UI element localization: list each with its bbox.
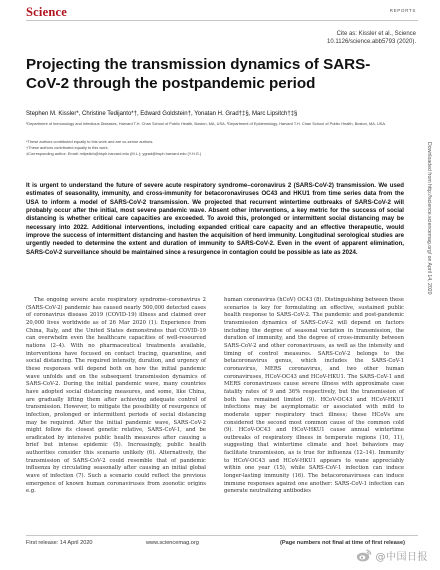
- abstract: It is urgent to understand the future of severe acute respiratory syndrome–coronavirus 2 (SARS-CoV-2) transmission. We used estimates of seasonality, immunity, and cross-immunity for betacoronaviruses OC43 and HKU1 from time series data from the USA to inform a model of SARS-CoV-2 transmission. We projected that recurrent wintertime outbreaks of SARS-CoV-2 will probably occur after the initial, most severe pandemic wave. Absent other interventions, a key metric for the success of social distancing is whether critical care capacities are exceeded. To avoid this, prolonged or intermittent social distancing may be necessary into 2022. Additional interventions, including expanded critical care capacity and an effective therapeutic, would improve the success of intermittent distancing and hasten the acquisition of herd immunity. Longitudinal serological studies are urgently needed to determine the extent and duration of immunity to SARS-CoV-2. Even in the event of apparent elimination, SARS-CoV-2 surveillance should be maintained since a resurgence in contagion could be possible as late as 2024.: [26, 182, 404, 256]
- affiliations: ¹Department of Immunology and Infectious Diseases, Harvard T.H. Chan School of Public Health, Boston, MA, USA. ²Department of Epidemiology, Harvard T.H. Chan School of Public Health, Boston, MA, USA.: [26, 121, 387, 126]
- journal-logo[interactable]: Science: [26, 5, 67, 19]
- corresponding-author-note[interactable]: ‡Corresponding author. Email: mlipsitch@hsph.harvard.edu (M.L.); ygrad@hsph.harvard.edu (Y.H.G.): [26, 151, 202, 156]
- body-column-right: [224, 297, 404, 496]
- author-note: *These authors contributed equally to this work and are co-senior authors.: [26, 139, 154, 144]
- body-paragraph: The ongoing severe acute respiratory syndrome–coronavirus 2 (SARS-CoV-2) pandemic has caused nearly 500,000 detected cases of coronavirus disease 2019 (COVID-19) illness and claimed over 20,000 lives worldwide as of 26 Mar 2020 (1). Experience from China, Italy, and the United States demonstrates that COVID-19 can overwhelm even the healthcare capacities of well-resourced nations (2–4). With no pharmaceutical treatments available, interventions have focused on contact tracing, quarantine, and social distancing. The required intensity, duration, and urgency of these responses will depend both on how the initial pandemic wave unfolds and on the subsequent transmission dynamics of SARS-CoV-2. During the initial pandemic wave, many countries have adopted social distancing measures, and some, like China, are gradually lifting them after achieving adequate control of transmission. However, to mitigate the possibility of resurgence of infection, prolonged or intermittent periods of social distancing may be required. After the initial pandemic wave, SARS-CoV-2 might follow its closest genetic relative, SARS-CoV-1, and be eradicated by intensive public health measures after causing a brief but intense epidemic (5). Increasingly, public health authorities consider this scenario unlikely (6). Alternatively, the transmission of SARS-CoV-2 could resemble that of pandemic influenza by circulating seasonally after causing an initial global wave of infection (7). Such a scenario could reflect the previous emergence of known human coronaviruses from zoonotic origins e.g.: [26, 297, 206, 495]
- watermark-text: @中国日报: [375, 551, 428, 563]
- article-title: Projecting the transmission dynamics of SARS-CoV-2 through the postpandemic period: [26, 56, 371, 92]
- header-divider: [26, 20, 418, 21]
- author-list: Stephen M. Kissler*, Christine Tedijanto*†, Edward Goldstein†, Yonatan H. Grad†‡§, Marc Lipsitch†‡§: [26, 111, 298, 117]
- download-sidebar: [421, 140, 431, 420]
- body-column-left: [26, 297, 206, 496]
- doi-line[interactable]: 10.1126/science.abb5793 (2020).: [327, 39, 416, 46]
- section-label: REPORTS: [389, 8, 416, 13]
- citation-line: Cite as: Kissler et al., Science: [336, 31, 416, 37]
- author-note: †These authors contributed equally to this work.: [26, 145, 109, 150]
- footer-divider: [26, 535, 418, 536]
- download-note-svg: [421, 140, 431, 420]
- source-watermark: [356, 547, 429, 563]
- page-number-note: (Page numbers not final at time of first release): [280, 540, 405, 546]
- author-notes: [26, 139, 404, 157]
- body-paragraph: human coronavirus (hCoV) OC43 (8). Distinguishing between these scenarios is key for formulating an effective, sustained public health response to SARS-CoV-2. The pandemic and post-pandemic transmission dynamics of SARS-CoV-2 will depend on factors including the degree of seasonal variation in transmission, the duration of immunity, and the degree of cross-immunity between SARS-CoV-2 and other coronaviruses, as well as the intensity and timing of control measures. SARS-CoV-2 belongs to the betacoronavirus genus, which includes the SARS-CoV-1 coronavirus, MERS coronavirus, and two other human coronaviruses, HCoV-OC43 and HCoV-HKU1. The SARS-CoV-1 and MERS coronaviruses cause severe illness with approximate case fatality rates of 9 and 36% respectively, but the transmission of both has remained limited (9). HCoV-OC43 and HCoV-HKU1 infections may be asymptomatic or associated with mild to moderate upper respiratory tract illness; these HCoVs are considered the second most common cause of the common cold (9). HCoV-OC43 and HCoV-HKU1 cause annual wintertime outbreaks of respiratory illness in temperate regions (10, 11), suggesting that wintertime climate and host behaviors may facilitate transmission, as is true for influenza (12–14). Immunity to HCoV-OC43 and HCoV-HKU1 appears to wane appreciably within one year (15), while SARS-CoV-1 infection can induce longer-lasting immunity (16). The betacoronaviruses can induce immune responses against one another: SARS-CoV-1 infection can generate neutralizing antibodies: [224, 297, 404, 495]
- download-note: Downloaded from http://science.sciencemag.org/ on April 14, 2020: [426, 142, 432, 295]
- weibo-logo-icon: [356, 547, 372, 563]
- journal-url[interactable]: www.sciencemag.org: [146, 540, 199, 546]
- release-date: First release: 14 April 2020: [26, 540, 93, 546]
- citation-block: [327, 30, 416, 46]
